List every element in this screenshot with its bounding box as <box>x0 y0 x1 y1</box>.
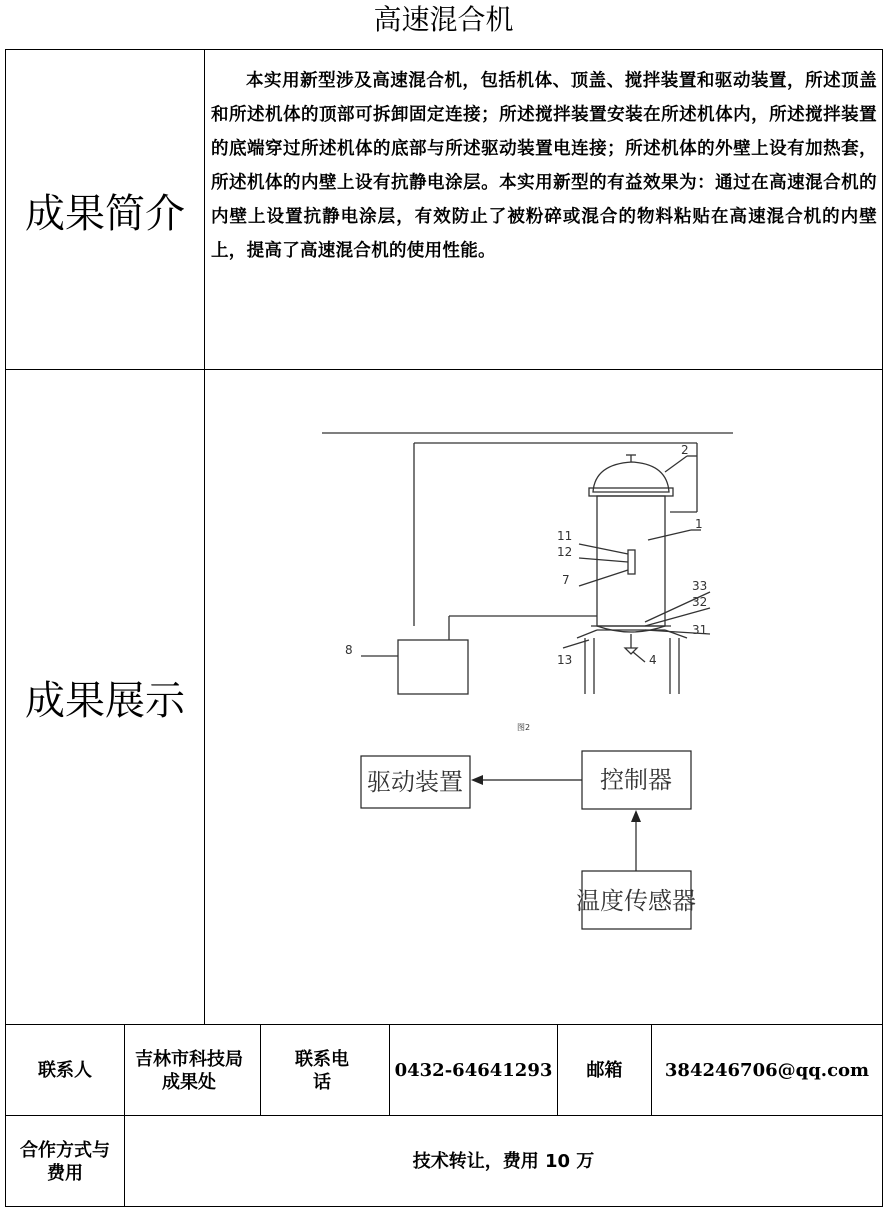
mixer-drawing <box>205 372 882 1024</box>
figure-caption: 图2 <box>517 723 531 732</box>
part-number: 11 <box>557 529 573 543</box>
rule-contact-col2 <box>260 1024 261 1116</box>
contact-value: 吉林市科技局成果处 <box>135 1048 243 1093</box>
table-border-right <box>882 49 883 1207</box>
arrow-to-controller-icon <box>631 810 641 822</box>
display-label: 成果展示 <box>25 678 185 724</box>
part-number: 13 <box>557 653 573 667</box>
cooperation-value: 技术转让，费用 10 万 <box>412 1151 595 1172</box>
part-number: 8 <box>345 643 353 657</box>
part-number: 33 <box>692 579 708 593</box>
part-number: 2 <box>681 443 689 457</box>
part-number: 1 <box>695 517 703 531</box>
flow-sensor-label: 温度传感器 <box>576 887 696 915</box>
figure-part-numbers <box>345 443 707 667</box>
contact-label: 联系人 <box>38 1060 92 1081</box>
intro-label: 成果简介 <box>25 190 185 237</box>
part-number: 31 <box>692 623 708 637</box>
phone-label: 联系电话 <box>295 1048 349 1093</box>
flow-controller-label: 控制器 <box>600 766 672 794</box>
email-value: 384246706@qq.com <box>664 1060 870 1081</box>
phone-value: 0432-64641293 <box>394 1060 553 1081</box>
part-number: 4 <box>649 653 657 667</box>
part-number: 32 <box>692 595 708 609</box>
part-number: 7 <box>562 573 570 587</box>
cooperation-label: 合作方式与费用 <box>20 1139 110 1184</box>
arrow-to-drive-icon <box>471 775 483 785</box>
page-title: 高速混合机 <box>373 3 514 36</box>
part-number: 12 <box>557 545 573 559</box>
flow-drive-label: 驱动装置 <box>367 768 463 796</box>
intro-text: 本实用新型涉及高速混合机，包括机体、顶盖、搅拌装置和驱动装置，所述顶盖和所述机体的顶部可拆卸固定连接；所述搅拌装置安装在所述机体内，所述搅拌装置的底端穿过所述机体的底部与所述驱动装置电连接；所述机体的外壁上设有加热套，所述机体的内壁上设有抗静电涂层。本实用新型的有益效果为：通过在高速混合机的内壁上设置抗静电涂层，有效防止了被粉碎或混合的物料粘贴在高速混合机的内壁上，提高了高速混合机的使用性能。 <box>211 71 877 261</box>
email-label: 邮箱 <box>586 1060 623 1081</box>
